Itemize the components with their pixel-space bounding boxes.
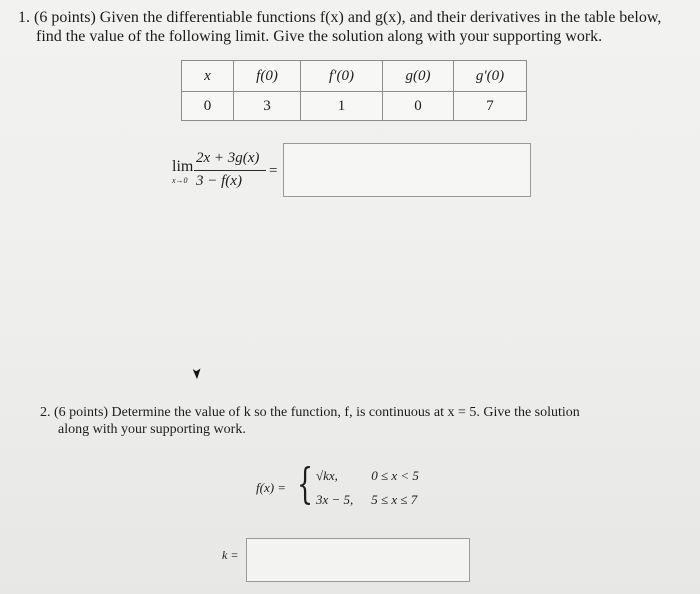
limit-answer-input[interactable] — [283, 143, 531, 197]
table-row — [182, 92, 527, 121]
piecewise-lhs: f(x) = — [256, 480, 287, 495]
case-2-expression: 3x − 5, — [316, 492, 354, 507]
piecewise-case-2 — [316, 492, 417, 508]
table-cell-fprime0: 1 — [301, 92, 383, 121]
problem-2-statement — [40, 404, 670, 438]
table-header-gprime0: g′(0) — [454, 61, 527, 92]
problem-2-text-line1: 2. (6 points) Determine the value of k so the function, f, is continuous at x = 5. Give the solution — [40, 405, 580, 420]
table-cell-gprime0: 7 — [454, 92, 527, 121]
table-cell-g0: 0 — [383, 92, 454, 121]
table-cell-x: 0 — [182, 92, 234, 121]
case-1-condition: 0 ≤ x < 5 — [371, 468, 419, 483]
problem-1-text-line2: find the value of the following limit. Give the solution along with your supporting work. — [36, 28, 603, 45]
lim-subscript: x→0 — [172, 176, 188, 185]
lim-operator: lim — [172, 158, 194, 175]
derivative-values-table — [181, 60, 527, 121]
case-2-condition: 5 ≤ x ≤ 7 — [371, 492, 418, 507]
limit-denominator: 3 − f(x) — [196, 173, 242, 189]
table-header-f0: f(0) — [234, 61, 301, 92]
piecewise-function — [256, 459, 456, 514]
table-header-fprime0: f′(0) — [301, 61, 383, 92]
table-header-x: x — [182, 61, 234, 92]
piecewise-brace: { — [297, 459, 314, 508]
table-header-g0: g(0) — [383, 61, 454, 92]
mouse-cursor-icon — [191, 366, 203, 378]
k-answer-input[interactable] — [246, 538, 470, 582]
k-answer-label: k = — [222, 548, 239, 562]
table-cell-f0: 3 — [234, 92, 301, 121]
limit-numerator: 2x + 3g(x) — [196, 150, 260, 166]
piecewise-case-1 — [316, 468, 419, 484]
fraction-bar — [194, 170, 266, 171]
case-1-expression: √kx, — [316, 468, 338, 483]
limit-expression — [166, 150, 286, 200]
problem-1-statement — [18, 8, 688, 46]
problem-1-text-line1: (6 points) Given the differentiable functions f(x) and g(x), and their derivatives in the table below, — [34, 9, 662, 26]
problem-1-number: 1. — [18, 9, 30, 26]
limit-equals-sign: = — [269, 163, 278, 179]
problem-2-text-line2: along with your supporting work. — [58, 422, 246, 437]
table-header-row — [182, 61, 527, 92]
